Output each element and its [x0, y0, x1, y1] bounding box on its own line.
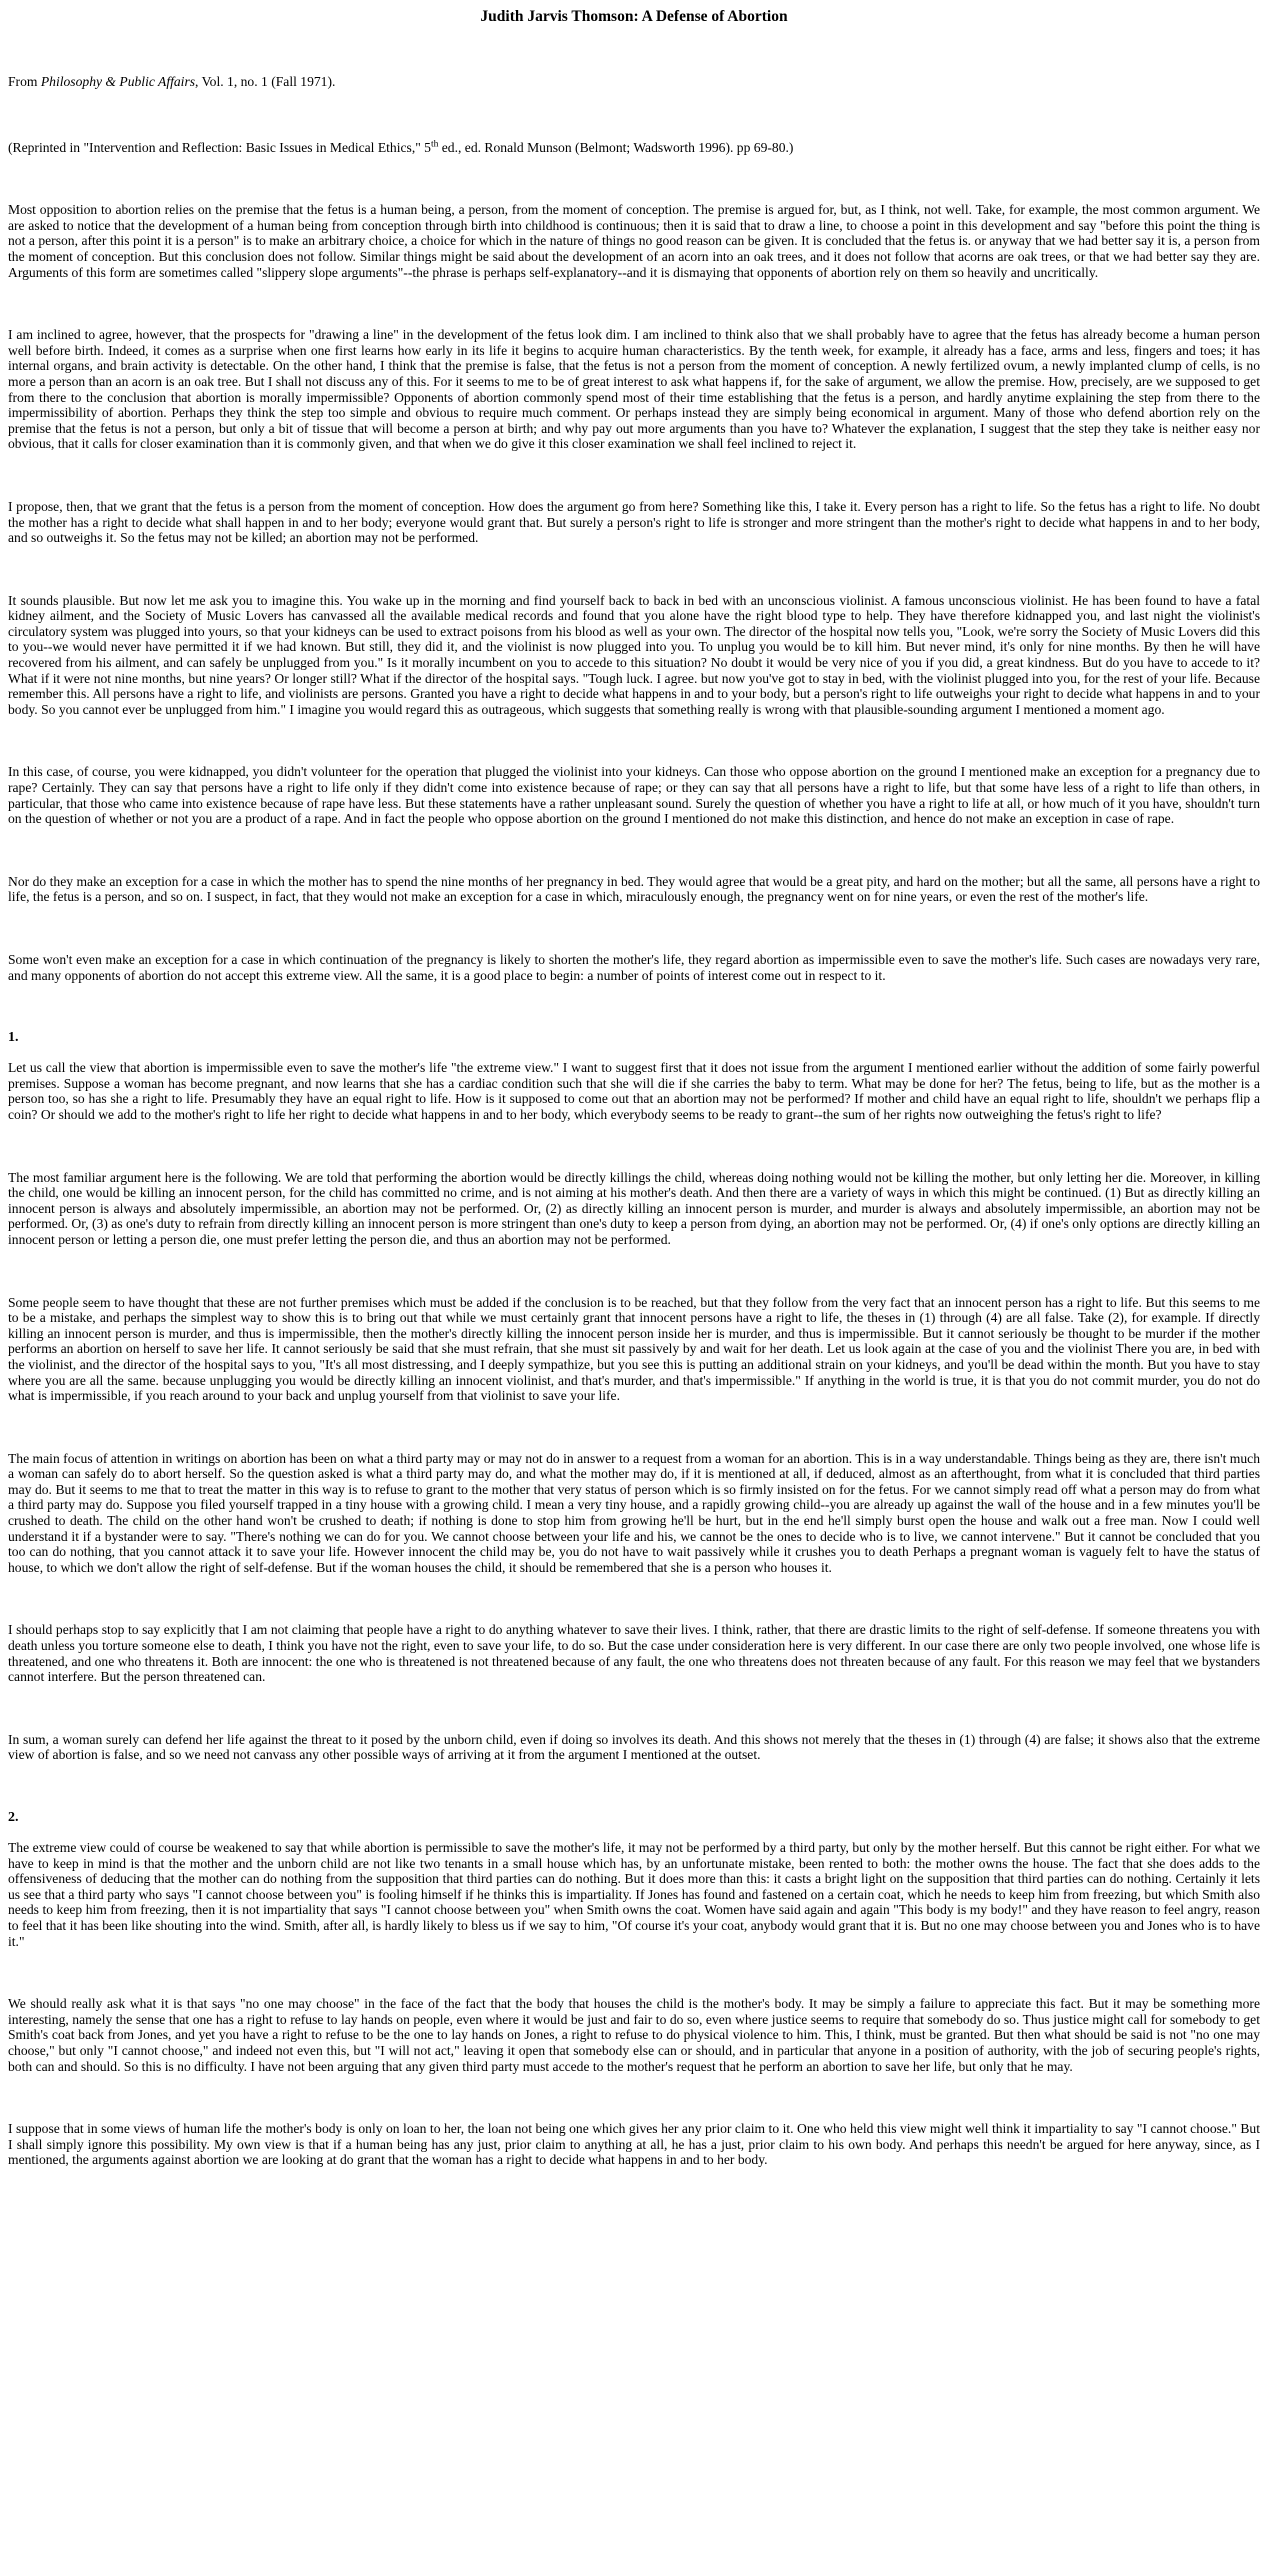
section-paragraph: The extreme view could of course be weakened to say that while abortion is permissible to save the mother's life, it may not be performed by a third party, but only by the mother herself. But this cannot be right either. For what we have to keep in mind is that the mother and the unborn child are not like two tenants in a small house which has, by an unfortunate mistake, been rented to both: the mother owns the house. The fact that she does adds to the offensiveness of deducing that the mother can do nothing from the supposition that third parties can do nothing. But it does more than this: it casts a bright light on the supposition that third parties can do nothing. Certainly it lets us see that a third party who says "I cannot choose between you" is fooling himself if he thinks this is impartiality. If Jones has found and fastened on a certain coat, which he needs to keep him from freezing, but which Smith also needs to keep him from freezing, then it is not impartiality that says "I cannot choose between you" when Smith owns the coat. Women have said again and again "This body is my body!" and they have reason to feel angry, reason to feel that it has been like shouting into the wind. Smith, after all, is hardly likely to bless us if we say to him, "Of course it's your coat, anybody would grant that it is. But no one may choose between you and Jones who is to have it.": [8, 1840, 1260, 1949]
reprint-superscript: th: [430, 139, 439, 150]
section-paragraph: Some people seem to have thought that these are not further premises which must be added if the conclusion is to be reached, but that they follow from the very fact that an innocent person has a right to life. But this seems to me to be a mistake, and perhaps the simplest way to show this is to bring out that while we must certainly grant that innocent persons have a right to life, the theses in (1) through (4) are all false. Take (2), for example. If directly killing an innocent person is murder, and thus is impermissible, then the mother's directly killing the innocent person inside her is murder, and thus is impermissible. But it cannot seriously be thought to be murder if the mother performs an abortion on herself to save her life. It cannot seriously be said that she must refrain, that she must sit passively by and wait for her death. Let us look again at the case of you and the violinist There you are, in bed with the violinist, and the director of the hospital says to you, "It's all most distressing, and I deeply sympathize, but you see this is putting an additional strain on your kidneys, and you'll be dead within the month. But you have to stay where you are all the same. because unplugging you would be directly killing an innocent violinist, and that's murder, and that's impermissible." If anything in the world is true, it is that you do not commit murder, you do not do what is impermissible, if you reach around to your back and unplug yourself from that violinist to save your life.: [8, 1294, 1260, 1404]
reprint-after: ed., ed. Ronald Munson (Belmont; Wadsworth 1996). pp 69-80.): [438, 139, 794, 155]
source-suffix: , Vol. 1, no. 1 (Fall 1971).: [195, 74, 336, 89]
section-paragraph: The main focus of attention in writings on abortion has been on what a third party may or may not do in answer to a request from a woman for an abortion. This is in a way understandable. Things being as they are, there isn't much a woman can safely do to abort herself. So the question asked is what a third party may do, and what the mother may do, if it is mentioned at all, if deduced, almost as an afterthought, from what it is concluded that third parties may do. But it seems to me that to treat the matter in this way is to refuse to grant to the mother that very status of person which is so firmly insisted on for the fetus. For we cannot simply read off what a person may do from what a third party may do. Suppose you filed yourself trapped in a tiny house with a growing child. I mean a very tiny house, and a rapidly growing child--you are already up against the wall of the house and in a few minutes you'll be crushed to death. The child on the other hand won't be crushed to death; if nothing is done to stop him from growing he'll be hurt, but in the end he'll simply burst open the house and walk out a free man. Now I could well understand it if a bystander were to say. "There's nothing we can do for you. We cannot choose between your life and his, we cannot be the ones to decide who is to live, we cannot intervene." But it cannot be concluded that you too can do nothing, that you cannot attack it to save your life. However innocent the child may be, you do not have to wait passively while it crushes you to death Perhaps a pregnant woman is vaguely felt to have the status of house, to which we don't allow the right of self-defense. But if the woman houses the child, it should be remembered that she is a person who houses it.: [8, 1450, 1260, 1575]
section-paragraph: In sum, a woman surely can defend her life against the threat to it posed by the unborn child, even if doing so involves its death. And this shows not merely that the theses in (1) through (4) are false; it shows also that the extreme view of abortion is false, and so we need not canvass any other possible ways of arriving at it from the argument I mentioned at the outset.: [8, 1731, 1260, 1763]
reprint-before: (Reprinted in "Intervention and Reflection: Basic Issues in Medical Ethics," 5: [8, 139, 431, 155]
section-paragraph: I suppose that in some views of human life the mother's body is only on loan to her, the loan not being one which gives her any prior claim to it. One who held this view might well think it impartiality to say "I cannot choose." But I shall simply ignore this possibility. My own view is that if a human being has any just, prior claim to anything at all, he has a just, prior claim to his own body. And perhaps this needn't be argued for here anyway, since, as I mentioned, the arguments against abortion we are looking at do grant that the woman has a right to decide what happens in and to her body.: [8, 2121, 1260, 2168]
document-title: Judith Jarvis Thomson: A Defense of Abortion: [480, 8, 788, 25]
source-prefix: From: [8, 74, 41, 89]
intro-paragraph: In this case, of course, you were kidnapped, you didn't volunteer for the operation that plugged the violinist into your kidneys. Can those who oppose abortion on the ground I mentioned make an exception for a pregnancy due to rape? Certainly. They can say that persons have a right to life only if they didn't come into existence because of rape; or they can say that all persons have a right to life, but that some have less of a right to life than others, in particular, that those who came into existence because of rape have less. But these statements have a rather unpleasant sound. Surely the question of whether you have a right to life at all, or how much of it you have, shouldn't turn on the question of whether or not you are a product of a rape. And in fact the people who oppose abortion on the ground I mentioned do not make this distinction, and hence do not make an exception in case of rape.: [8, 764, 1260, 827]
section-heading: 1.: [8, 1030, 19, 1046]
intro-paragraph: Most opposition to abortion relies on the premise that the fetus is a human being, a person, from the moment of conception. The premise is argued for, but, as I think, not well. Take, for example, the most common argument. We are asked to notice that the development of a human being from conception through birth into childhood is continuous; then it is said that to draw a line, to choose a point in this development and say "before this point the thing is not a person, after this point it is a person" is to make an arbitrary choice, a choice for which in the nature of things no good reason can be given. It is concluded that the fetus is. or anyway that we had better say it is, a person from the moment of conception. But this conclusion does not follow. Similar things might be said about the development of an acorn into an oak trees, and it does not follow that acorns are oak trees, or that we had better say they are. Arguments of this form are sometimes called "slippery slope arguments"--the phrase is perhaps self-explanatory--and it is dismaying that opponents of abortion rely on them so heavily and uncritically.: [8, 202, 1260, 280]
section-paragraph: We should really ask what it is that says "no one may choose" in the face of the fact that the body that houses the child is the mother's body. It may be simply a failure to appreciate this fact. But it may be something more interesting, namely the sense that one has a right to refuse to lay hands on people, even where it would be just and fair to do so, even where justice seems to require that somebody do so. Thus justice might call for somebody to get Smith's coat back from Jones, and yet you have a right to refuse to be the one to lay hands on Jones, a right to refuse to do physical violence to him. This, I think, must be granted. But then what should be said is not "no one may choose," but only "I cannot choose," and indeed not even this, but "I will not act," leaving it open that somebody else can or should, and in particular that anyone in a position of authority, with the job of securing people's rights, both can and should. So this is no difficulty. I have not been arguing that any given third party must accede to the mother's request that he perform an abortion to save her life, but only that he may.: [8, 1996, 1260, 2074]
intro-paragraph: Nor do they make an exception for a case in which the mother has to spend the nine months of her pregnancy in bed. They would agree that would be a great pity, and hard on the mother; but all the same, all persons have a right to life, the fetus is a person, and so on. I suspect, in fact, that they would not make an exception for a case in which, miraculously enough, the pregnancy went on for nine years, or even the rest of the mother's life.: [8, 873, 1260, 905]
source-journal: Philosophy & Public Affairs: [40, 74, 196, 89]
section-heading: 2.: [8, 1810, 19, 1825]
section-paragraph: The most familiar argument here is the following. We are told that performing the abortion would be directly killings the child, whereas doing nothing would not be killing the mother, but only letting her die. Moreover, in killing the child, one would be killing an innocent person, for the child has committed no crime, and is not aiming at his mother's death. And then there are a variety of ways in which this might be continued. (1) But as directly killing an innocent person is always and absolutely impermissible, an abortion may not be performed. Or, (2) as directly killing an innocent person is murder, and murder is always and absolutely impermissible, an abortion may not be performed. Or, (3) as one's duty to refrain from directly killing an innocent person is more stringent than one's duty to keep a person from dying, an abortion may not be performed. Or, (4) if one's only options are directly killing an innocent person or letting a person die, one must prefer letting the person die, and thus an abortion may not be performed.: [8, 1169, 1260, 1247]
section-paragraph: I should perhaps stop to say explicitly that I am not claiming that people have a right to do anything whatever to save their lives. I think, rather, that there are drastic limits to the right of self-defense. If someone threatens you with death unless you torture someone else to death, I think you have not the right, even to save your life, to do so. But the case under consideration here is very different. In our case there are only two people involved, one whose life is threatened, and one who threatens it. Both are innocent: the one who is threatened is not threatened because of any fault, the one who threatens does not threaten because of any fault. For this reason we may feel that we bystanders cannot interfere. But the person threatened can.: [8, 1622, 1260, 1685]
intro-paragraph: Some won't even make an exception for a case in which continuation of the pregnancy is likely to shorten the mother's life, they regard abortion as impermissible even to save the mother's life. Such cases are nowadays very rare, and many opponents of abortion do not accept this extreme view. All the same, it is a good place to begin: a number of points of interest come out in respect to it.: [8, 952, 1260, 983]
intro-paragraph: It sounds plausible. But now let me ask you to imagine this. You wake up in the morning and find yourself back to back in bed with an unconscious violinist. A famous unconscious violinist. He has been found to have a fatal kidney ailment, and the Society of Music Lovers has canvassed all the available medical records and found that you alone have the right blood type to help. They have therefore kidnapped you, and last night the violinist's circulatory system was plugged into yours, so that your kidneys can be used to extract poisons from his blood as well as your own. The director of the hospital now tells you, "Look, we're sorry the Society of Music Lovers did this to you--we would never have permitted it if we had known. But still, they did it, and the violinist is now plugged into you. To unplug you would be to kill him. But never mind, it's only for nine months. By then he will have recovered from his ailment, and can safely be unplugged from you." Is it morally incumbent on you to accede to this situation? No doubt it would be very nice of you if you did, a great kindness. But do you have to accede to it? What if it were not nine months, but nine years? Or longer still? What if the director of the hospital says. "Tough luck. I agree. but now you've got to stay in bed, with the violinist plugged into you, for the rest of your life. Because remember this. All persons have a right to life, and violinists are persons. Granted you have a right to decide what happens in and to your body, but a person's right to life outweighs your right to decide what happens in and to your body. So you cannot ever be unplugged from him." I imagine you would regard this as outrageous, which suggests that something really is wrong with that plausible-sounding argument I mentioned a moment ago.: [8, 592, 1260, 717]
source-citation: [8, 74, 1260, 90]
reprint-note: [8, 140, 1260, 156]
intro-paragraph: I propose, then, that we grant that the fetus is a person from the moment of conception. How does the argument go from here? Something like this, I take it. Every person has a right to life. So the fetus has a right to life. No doubt the mother has a right to decide what shall happen in and to her body; everyone would grant that. But surely a person's right to life is stronger and more stringent than the mother's right to decide what happens in and to her body, and so outweighs it. So the fetus may not be killed; an abortion may not be performed.: [8, 498, 1260, 546]
intro-paragraph: I am inclined to agree, however, that the prospects for "drawing a line" in the development of the fetus look dim. I am inclined to think also that we shall probably have to agree that the fetus has already become a human person well before birth. Indeed, it comes as a surprise when one first learns how early in its life it begins to acquire human characteristics. By the tenth week, for example, it already has a face, arms and less, fingers and toes; it has internal organs, and brain activity is detectable. On the other hand, I think that the premise is false, that the fetus is not a person from the moment of conception. A newly fertilized ovum, a newly implanted clump of cells, is no more a person than an acorn is an oak tree. But I shall not discuss any of this. For it seems to me to be of great interest to ask what happens if, for the sake of argument, we allow the premise. How, precisely, are we supposed to get from there to the conclusion that abortion is morally impermissible? Opponents of abortion commonly spend most of their time establishing that the fetus is a person, and hardly anytime explaining the step from there to the impermissibility of abortion. Perhaps they think the step too simple and obvious to require much comment. Or perhaps instead they are simply being economical in argument. Many of those who defend abortion rely on the premise that the fetus is not a person, but only a bit of tissue that will become a person at birth; and why pay out more arguments than you have to? Whatever the explanation, I suggest that the step they take is neither easy nor obvious, that it calls for closer examination than it is commonly given, and that when we do give it this closer examination we shall feel inclined to reject it.: [8, 327, 1260, 452]
section-paragraph: Let us call the view that abortion is impermissible even to save the mother's life "the extreme view." I want to suggest first that it does not issue from the argument I mentioned earlier without the addition of some fairly powerful premises. Suppose a woman has become pregnant, and now learns that she has a cardiac condition such that she will die if she carries the baby to term. What may be done for her? The fetus, being to life, but as the mother is a person too, so has she a right to life. Presumably they have an equal right to life. How is it supposed to come out that an abortion may not be performed? If mother and child have an equal right to life, shouldn't we perhaps flip a coin? Or should we add to the mother's right to life her right to decide what happens in and to her body, which everybody seems to be ready to grant--the sum of her rights now outweighing the fetus's right to life?: [8, 1060, 1260, 1122]
